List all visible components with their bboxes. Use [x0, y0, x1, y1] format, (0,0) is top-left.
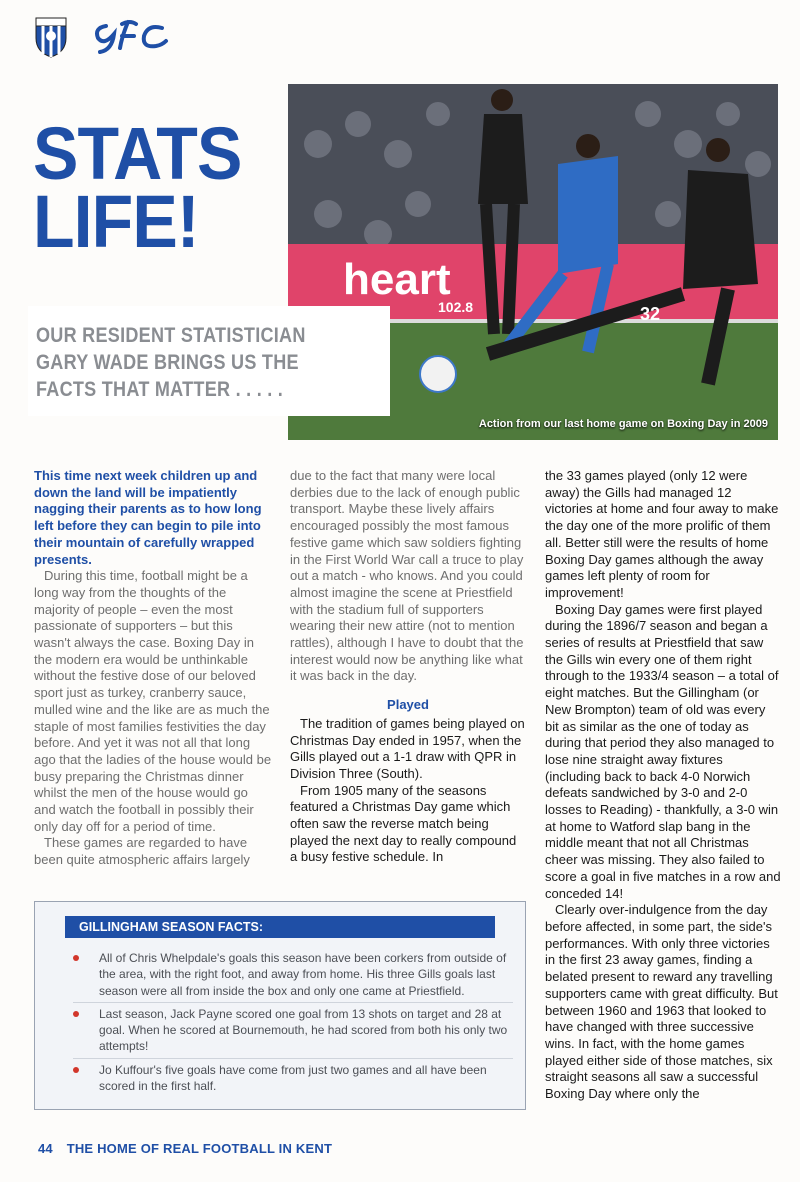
- article-paragraph: due to the fact that many were local derbies due to the lack of enough public transport. Maybe these lively affairs encouraged possibly the most famous festive game which saw soldiers fighting in the First World War call a truce to play out a match - who knows. And you could almost imagine the scene at Priestfield with the stadium full of supporters wearing their new attire (not to mention rattles), although I have to doubt that the interest would now be anything like what it was back in the day.: [290, 468, 524, 684]
- photo-caption: Action from our last home game on Boxing Day in 2009: [478, 418, 768, 430]
- title-line-1: STATS: [33, 112, 242, 195]
- season-facts-list: [73, 950, 513, 1100]
- article-column-1: [34, 468, 272, 869]
- article-paragraph: The tradition of games being played on Christmas Day ended in 1957, when the Gills played out a 1-1 draw with QPR in Division Three (South).: [290, 715, 525, 781]
- section-heading: Played: [387, 697, 429, 713]
- article-paragraph: Clearly over-indulgence from the day before affected, in some part, the side's performances. With only three victories in the first 23 away games, finding a belated present to reward any travelling supporters came with great difficulty. But between 1960 and 1963 that looked to have changed with three successive wins. In fact, with the home games played either side of those matches, six straight seasons all saw a successful Boxing Day where only the: [545, 902, 778, 1102]
- season-facts-heading: GILLINGHAM SEASON FACTS:: [65, 916, 495, 938]
- page-subtitle: OUR RESIDENT STATISTICIAN GARY WADE BRINGS US THE FACTS THAT MATTER . . . . .: [36, 324, 306, 401]
- page-footer: [38, 1141, 332, 1156]
- fact-text: Jo Kuffour's five goals have come from just two games and all have been scored in the first half.: [99, 1062, 487, 1094]
- fact-text: All of Chris Whelpdale's goals this season have been corkers from outside of the area, with the right foot, and away from home. His three Gills goals last season were all from inside the box and only one came at Priestfield.: [99, 951, 507, 998]
- board-sub: 102.8: [438, 299, 474, 315]
- season-facts-box: [34, 901, 526, 1110]
- board-text: heart: [343, 255, 451, 304]
- article-paragraph: the 33 games played (only 12 were away) the Gills had managed 12 victories at home and four away to make the day one of the more prolific of them all. Better still were the results of home Boxing Day games although the away games left plenty of room for improvement!: [545, 468, 779, 600]
- article-lede: This time next week children up and down the land will be impatiently nagging their parents as to how long left before they can begin to pile into their mountain of carefully wrapped presents.: [34, 468, 262, 567]
- footer-tagline: THE HOME OF REAL FOOTBALL IN KENT: [66, 1141, 333, 1156]
- page-number: 44: [38, 1141, 53, 1156]
- fact-text: Last season, Jack Payne scored one goal from 13 shots on target and 28 at goal. When he scored at Bournemouth, he had scored from both his only two attempts!: [99, 1006, 508, 1054]
- list-item: [73, 1006, 513, 1059]
- article-paragraph: Boxing Day games were first played during the 1896/7 season and began a series of results at Priestfield that saw the Gills win every one of them right through to the 1933/4 season – a total of eight matches. But the Gillingham (or New Brompton) team of old was every bit as similar as the one of today as during that period they also managed to lose nine straight away fixtures (including back to back 4-0 Norwich defeats sandwiched by 3-0 and 2-0 losses to Reading) - thankfully, a 3-0 win at home to Watford slap bang in the middle meant that not all Christmas cheer was missing. They also failed to score a goal in five matches in a row and conceded 14!: [545, 601, 781, 901]
- article-column-2: [290, 468, 526, 866]
- article-paragraph: These games are regarded to have been quite atmospheric affairs largely: [34, 835, 250, 868]
- article-column-3: [545, 468, 781, 1103]
- bullet-icon: [73, 955, 79, 961]
- bullet-icon: [73, 1011, 79, 1017]
- player-number: 32: [640, 304, 661, 324]
- page-title: [33, 112, 263, 263]
- gfc-script-logo-icon: [92, 16, 170, 56]
- list-item: [73, 1062, 513, 1098]
- title-line-2: LIFE!: [33, 180, 199, 263]
- article-paragraph: From 1905 many of the seasons featured a Christmas Day game which often saw the reverse match being played the next day to really compound a busy festive schedule. In: [290, 782, 517, 865]
- list-item: [73, 950, 513, 1003]
- bullet-icon: [73, 1067, 79, 1073]
- article-paragraph: During this time, football might be a long way from the thoughts of the majority of people – even the most passionate of supporters – but this wasn't always the case. Boxing Day in the modern era would be unthinkable without the festive dose of our beloved sport just as turkey, cranberry sauce, mulled wine and the like are as much the staple of most families festivities the day before. And yet it was not all that long ago that the ladies of the house would be busy preparing the Christmas dinner whilst the men of the house would go and watch the football in possibly their only day off for a period of time.: [34, 568, 272, 834]
- gillingham-fc-crest-icon: [34, 14, 68, 58]
